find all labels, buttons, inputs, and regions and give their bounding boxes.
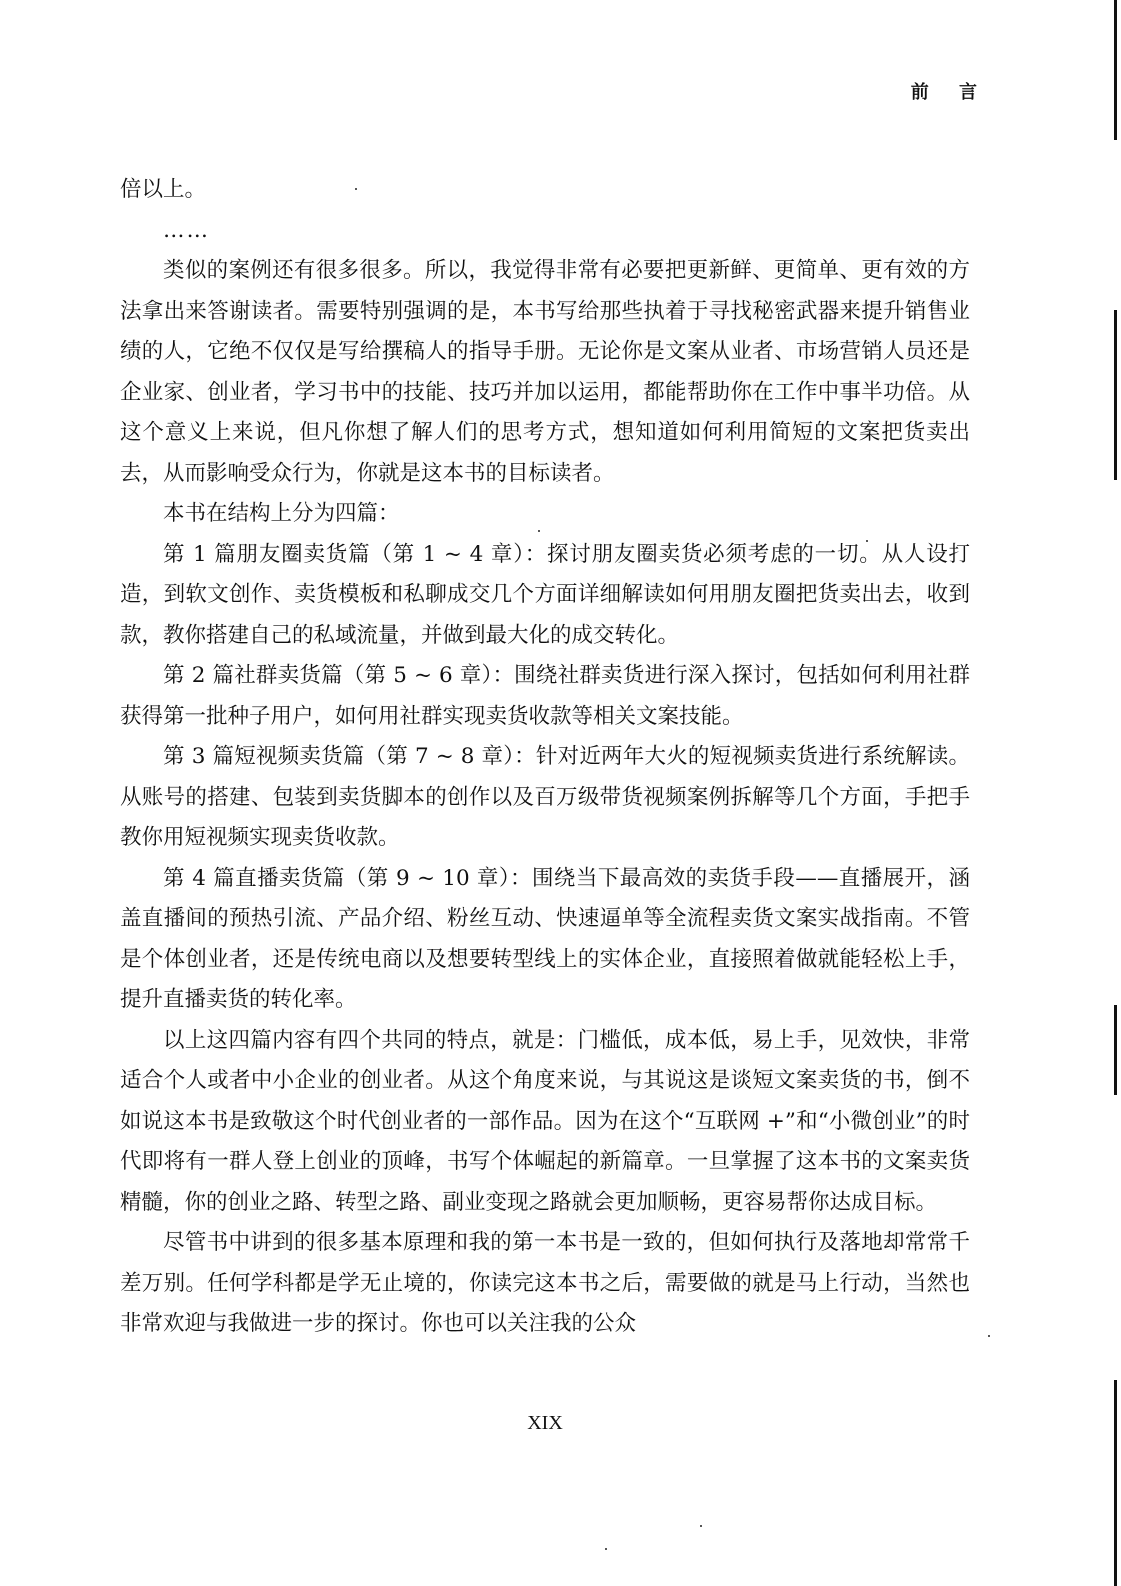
scan-speck (866, 540, 868, 542)
paragraph: 以上这四篇内容有四个共同的特点，就是：门槛低，成本低，易上手，见效快，非常适合个人或者中小企业的创业者。从这个角度来说，与其说这是谈短文案卖货的书，倒不如说这本书是致敬这个时代创业者的一部作品。因为在这个“互联网 +”和“小微创业”的时代即将有一群人登上创业的顶峰，书写个体崛起的新篇章。一旦掌握了这本书的文案卖货精髓，你的创业之路、转型之路、副业变现之路就会更加顺畅，更容易帮你达成目标。 (120, 1027, 970, 1215)
scan-speck (700, 1525, 702, 1527)
page-number: XIX (527, 1412, 563, 1434)
paragraph: 第 1 篇朋友圈卖货篇（第 1 ~ 4 章）：探讨朋友圈卖货必须考虑的一切。从人设打造，到软文创作、卖货模板和私聊成交几个方面详细解读如何用朋友圈把货卖出去，收到款，教你搭建自己的私域流量，并做到最大化的成交转化。 (120, 541, 970, 648)
scan-edge-mark (1114, 1005, 1117, 1095)
running-header: 前 言 (910, 82, 989, 103)
ellipsis-line: …… (163, 217, 210, 243)
paragraph: 第 4 篇直播卖货篇（第 9 ~ 10 章）：围绕当下最高效的卖货手段——直播展开，涵盖直播间的预热引流、产品介绍、粉丝互动、快速逼单等全流程卖货文案实战指南。不管是个体创业者，还是传统电商以及想要转型线上的实体企业，直接照着做就能轻松上手，提升直播卖货的转化率。 (120, 865, 970, 1012)
paragraph: 倍以上。 (120, 177, 207, 202)
scan-speck (988, 1335, 990, 1337)
scan-speck (605, 1548, 607, 1550)
scan-speck (538, 530, 540, 532)
paragraph: 类似的案例还有很多很多。所以，我觉得非常有必要把更新鲜、更简单、更有效的方法拿出来答谢读者。需要特别强调的是，本书写给那些执着于寻找秘密武器来提升销售业绩的人，它绝不仅仅是写给撰稿人的指导手册。无论你是文案从业者、市场营销人员还是企业家、创业者，学习书中的技能、技巧并加以运用，都能帮助你在工作中事半功倍。从这个意义上来说，但凡你想了解人们的思考方式，想知道如何利用简短的文案把货卖出去，从而影响受众行为，你就是这本书的目标读者。 (120, 258, 970, 486)
paragraph: 第 2 篇社群卖货篇（第 5 ~ 6 章）：围绕社群卖货进行深入探讨，包括如何利用社群获得第一批种子用户，如何用社群实现卖货收款等相关文案技能。 (120, 663, 970, 729)
paragraph: 本书在结构上分为四篇： (163, 501, 400, 526)
scan-edge-mark (1114, 0, 1117, 140)
paragraph: 第 3 篇短视频卖货篇（第 7 ~ 8 章）：针对近两年大火的短视频卖货进行系统解读。从账号的搭建、包装到卖货脚本的创作以及百万级带货视频案例拆解等几个方面，手把手教你用短视频实现卖货收款。 (120, 744, 970, 850)
body-text (120, 170, 970, 1345)
scan-edge-mark (1114, 310, 1117, 480)
paragraph: 尽管书中讲到的很多基本原理和我的第一本书是一致的，但如何执行及落地却常常千差万别。任何学科都是学无止境的，你读完这本书之后，需要做的就是马上行动，当然也非常欢迎与我做进一步的探讨。你也可以关注我的公众 (120, 1230, 970, 1336)
scan-speck (355, 188, 357, 190)
scan-edge-mark (1114, 1380, 1117, 1586)
